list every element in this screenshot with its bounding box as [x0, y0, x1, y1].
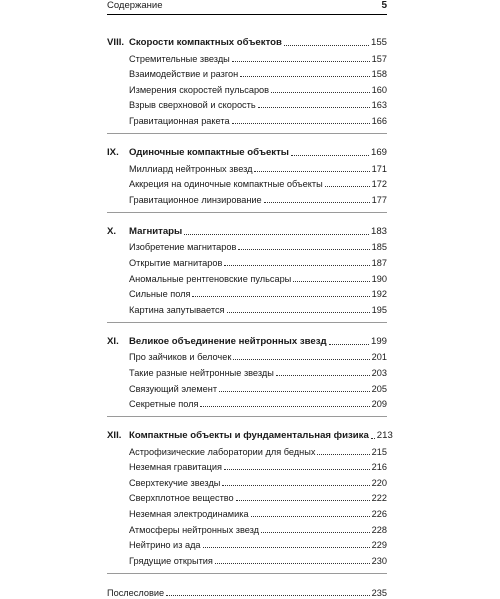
toc-item[interactable]: [107, 253, 387, 269]
dot-leader: [276, 374, 370, 376]
chapter-page: 183: [370, 225, 387, 237]
chapter-page: 199: [370, 335, 387, 347]
item-page: 228: [371, 524, 387, 535]
item-title: Миллиард нейтронных звезд: [129, 163, 253, 174]
toc-item[interactable]: [107, 520, 387, 536]
toc-item[interactable]: [107, 536, 387, 552]
toc-item[interactable]: [107, 80, 387, 96]
item-title: Взрыв сверхновой и скорость: [129, 100, 256, 111]
toc-item[interactable]: [107, 300, 387, 316]
item-page: 172: [371, 179, 387, 190]
item-page: 187: [371, 257, 387, 268]
chapter-title: Компактные объекты и фундаментальная физика: [129, 430, 369, 442]
toc-item[interactable]: [107, 175, 387, 191]
afterword-entry[interactable]: [107, 583, 387, 599]
item-page: 205: [371, 383, 387, 394]
item-title: Картина запутывается: [129, 304, 225, 315]
dot-leader: [203, 546, 370, 548]
item-page: 160: [371, 84, 387, 95]
chapter-entry[interactable]: [107, 33, 387, 49]
toc-item[interactable]: [107, 238, 387, 254]
dot-leader: [317, 453, 369, 455]
chapter-entry[interactable]: [107, 332, 387, 348]
item-page: 195: [371, 304, 387, 315]
toc-item[interactable]: [107, 190, 387, 206]
running-head-title: Содержание: [107, 0, 163, 11]
item-title: Такие разные нейтронные звезды: [129, 367, 274, 378]
page-number: 5: [381, 0, 387, 11]
toc-item[interactable]: [107, 269, 387, 285]
item-title: Гравитационная ракета: [129, 115, 230, 126]
toc-section: [107, 33, 387, 127]
chapter-title: Скорости компактных объектов: [129, 37, 282, 48]
toc-item[interactable]: [107, 49, 387, 65]
item-title: Связующий элемент: [129, 383, 218, 394]
chapter-entry[interactable]: [107, 222, 387, 238]
dot-leader: [261, 531, 370, 533]
item-title: Изобретение магнитаров: [129, 242, 237, 253]
toc-item[interactable]: [107, 363, 387, 379]
item-page: 226: [371, 509, 387, 520]
item-title: Открытие магнитаров: [129, 257, 223, 268]
chapter-page: 155: [370, 37, 387, 48]
toc-item[interactable]: [107, 473, 387, 489]
dot-leader: [254, 170, 369, 172]
dot-leader: [251, 515, 370, 517]
dot-leader: [184, 233, 369, 235]
chapter-title: Магнитары: [129, 225, 183, 237]
item-page: 222: [371, 493, 387, 504]
dot-leader: [192, 295, 369, 297]
dot-leader: [222, 484, 369, 486]
section-divider: [107, 212, 387, 214]
dot-leader: [258, 106, 370, 108]
item-title: Сверхплотное вещество: [129, 493, 234, 504]
toc-item[interactable]: [107, 159, 387, 175]
toc-section: [107, 143, 387, 206]
dot-leader: [227, 311, 370, 313]
dot-leader: [215, 562, 370, 564]
toc-item[interactable]: [107, 489, 387, 505]
item-title: Гравитационное линзирование: [129, 194, 262, 205]
toc-item[interactable]: [107, 65, 387, 81]
chapter-number: X.: [107, 225, 117, 237]
chapter-number: VIII.: [107, 37, 125, 48]
item-title: Грядущие открытия: [129, 555, 213, 566]
toc-item[interactable]: [107, 285, 387, 301]
item-page: 203: [371, 367, 387, 378]
chapter-page: 213: [376, 430, 393, 442]
dot-leader: [240, 75, 369, 77]
section-divider: [107, 573, 387, 575]
item-title: Секретные поля: [129, 399, 199, 410]
toc-item[interactable]: [107, 111, 387, 127]
dot-leader: [238, 248, 369, 250]
dot-leader: [264, 201, 370, 203]
dot-leader: [325, 185, 370, 187]
dot-leader: [200, 405, 369, 407]
toc-item[interactable]: [107, 504, 387, 520]
chapter-entry[interactable]: [107, 143, 387, 159]
item-title: Астрофизические лаборатории для бедных: [129, 446, 316, 457]
dot-leader: [219, 390, 370, 392]
dot-leader: [329, 343, 369, 345]
toc-section: [107, 426, 393, 567]
page-header: [107, 0, 387, 15]
chapter-number: XI.: [107, 335, 119, 347]
chapter-title: Великое объединение нейтронных звезд: [129, 335, 327, 347]
toc-item[interactable]: [107, 551, 387, 567]
item-title: Аномальные рентгеновские пульсары: [129, 273, 292, 284]
afterword-page: 235: [371, 587, 387, 598]
toc-item[interactable]: [107, 379, 387, 395]
dot-leader: [232, 122, 370, 124]
item-title: Взаимодействие и разгон: [129, 69, 239, 80]
item-page: 209: [371, 399, 387, 410]
chapter-number: IX.: [107, 146, 119, 158]
item-page: 215: [371, 446, 387, 457]
afterword-title: Послесловие: [107, 587, 165, 598]
dot-leader: [293, 280, 369, 282]
section-divider: [107, 322, 387, 324]
item-page: 157: [371, 53, 387, 64]
toc-item[interactable]: [107, 348, 387, 364]
dot-leader: [284, 44, 369, 46]
chapter-title: Одиночные компактные объекты: [129, 146, 289, 158]
item-title: Сверхтекучие звезды: [129, 477, 221, 488]
dot-leader: [271, 91, 370, 93]
item-page: 216: [371, 462, 387, 473]
dot-leader: [224, 264, 369, 266]
toc-item[interactable]: [107, 96, 387, 112]
item-title: Аккреция на одиночные компактные объекты: [129, 179, 323, 190]
chapter-entry[interactable]: [107, 426, 393, 442]
section-divider: [107, 416, 387, 418]
item-title: Стремительные звезды: [129, 53, 230, 64]
item-page: 190: [371, 273, 387, 284]
item-page: 229: [371, 540, 387, 551]
item-page: 177: [371, 194, 387, 205]
dot-leader: [166, 594, 370, 596]
toc-item[interactable]: [107, 442, 387, 458]
item-title: Атмосферы нейтронных звезд: [129, 524, 259, 535]
item-page: 166: [371, 115, 387, 126]
section-divider: [107, 133, 387, 135]
item-title: Про зайчиков и белочек: [129, 352, 232, 363]
item-page: 201: [371, 352, 387, 363]
toc-item[interactable]: [107, 458, 387, 474]
dot-leader: [232, 60, 370, 62]
dot-leader: [291, 154, 369, 156]
item-page: 220: [371, 477, 387, 488]
item-page: 192: [371, 289, 387, 300]
item-page: 185: [371, 242, 387, 253]
item-title: Сильные поля: [129, 289, 191, 300]
item-title: Измерения скоростей пульсаров: [129, 84, 270, 95]
item-title: Нейтрино из ада: [129, 540, 201, 551]
item-page: 158: [371, 69, 387, 80]
chapter-number: XII.: [107, 430, 122, 442]
toc-section: [107, 332, 387, 410]
dot-leader: [233, 358, 369, 360]
toc-section: [107, 222, 387, 316]
item-title: Неземная гравитация: [129, 462, 222, 473]
chapter-page: 169: [370, 146, 387, 158]
toc-item[interactable]: [107, 395, 387, 411]
item-page: 230: [371, 555, 387, 566]
dot-leader: [224, 468, 370, 470]
item-title: Неземная электродинамика: [129, 509, 249, 520]
table-of-contents: [107, 33, 393, 599]
item-page: 171: [371, 163, 387, 174]
item-page: 163: [371, 100, 387, 111]
